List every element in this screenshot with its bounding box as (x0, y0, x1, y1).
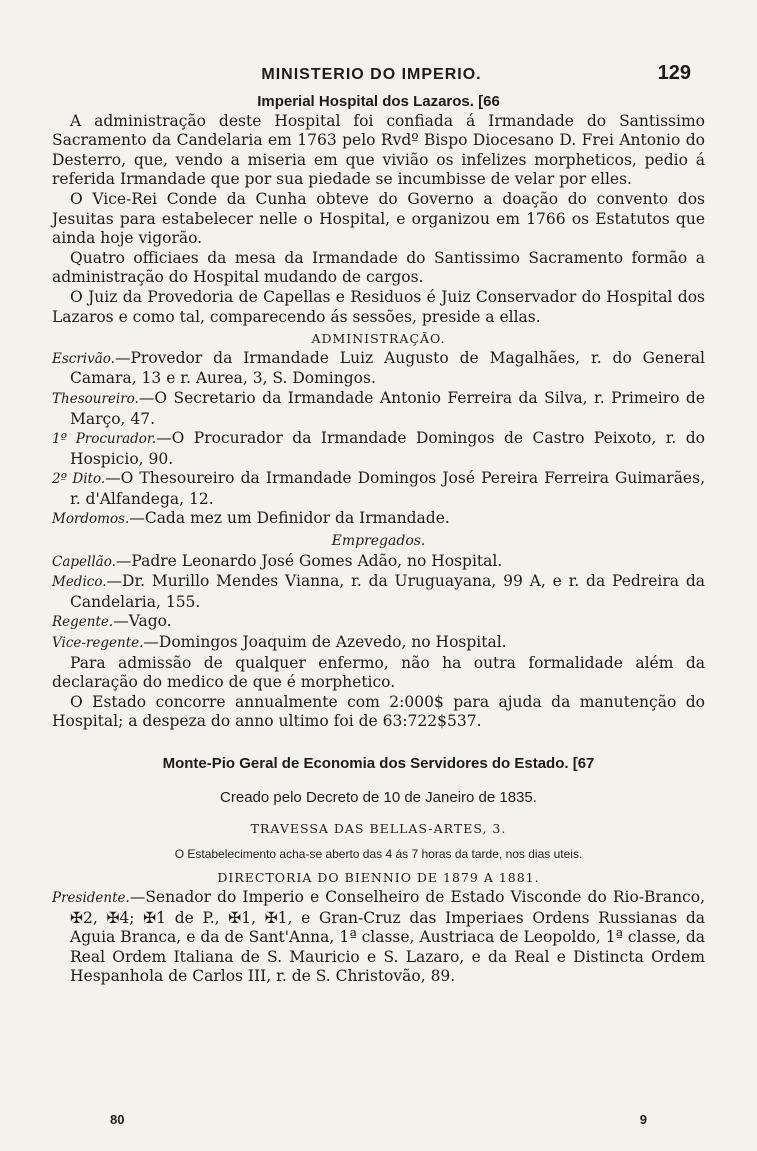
entry-text: —Cada mez um Definidor da Irmandade. (129, 509, 450, 528)
footer-signature-left: 80 (110, 1112, 125, 1127)
opening-hours: O Estabelecimento acha-se aberto das 4 ás 7 horas da tarde, nos dias uteis. (174, 846, 583, 861)
hospital-paragraph: O Juiz da Provedoria de Capellas e Residuos é Juiz Conservador do Hospital dos Lazaros e como tal, comparecendo ás sessões, preside a ellas. (52, 287, 705, 326)
hospital-paragraph: O Vice-Rei Conde da Cunha obteve do Governo a doação do convento dos Jesuitas para estabelecer nelle o Hospital, e organizou em 1766 os Estatutos que ainda hoje vigorão. (52, 189, 705, 248)
employee-entry (52, 552, 705, 573)
hospital-paragraph: A administração deste Hospital foi confiada á Irmandade do Santissimo Sacramento da Candelaria em 1763 pelo Rvdº Bispo Diocesano D. Frei Antonio do Desterro, que, vendo a miseria em que vivião os infelizes morpheticos, pedio á referida Irmandade que por sua piedade se incumbisse de velar por elles. (52, 111, 705, 189)
footer-signature-right: 9 (639, 1112, 647, 1127)
admin-entry (52, 389, 705, 429)
entry-text: —O Thesoureiro da Irmandade Domingos José Pereira Ferreira Guimarães, r. d'Alfandega, 12. (70, 469, 705, 508)
hospital-heading-title: Imperial Hospital dos Lazaros. (257, 93, 474, 110)
entry-role: Thesoureiro. (52, 390, 139, 407)
entry-text: —Senador do Imperio e Conselheiro de Estado Visconde do Rio-Branco, ✠2, ✠4; ✠1 de P., ✠1, ✠1, e Gran-Cruz das Imperiaes Ordens Russianas da Aguia Branca, e da de Sant'Anna, 1ª classe, Austriaca de Leopoldo, 1ª classe, da Real Ordem Italiana de S. Mauricio e S. Lazaro, e da Real e Distincta Ordem Hespanhola de Carlos III, r. de S. Christovão, 89. (70, 887, 705, 986)
hospital-heading-ref: [66 (478, 93, 500, 110)
montepio-heading-ref: [67 (572, 755, 595, 772)
admin-entry (52, 349, 705, 389)
closing-paragraph: O Estado concorre annualmente com 2:000$ para ajuda da manutenção do Hospital; a despeza do anno ultimo foi de 63:722$537. (52, 692, 705, 731)
entry-role: 2º Dito. (52, 471, 106, 488)
entry-text: —Vago. (113, 612, 172, 631)
entry-role: Presidente. (52, 889, 130, 906)
employee-entry (52, 572, 705, 612)
running-head (52, 62, 691, 90)
montepio-heading (52, 754, 705, 774)
employee-entry (52, 612, 705, 633)
administration-heading: ADMINISTRAÇÃO. (311, 331, 446, 347)
entry-text: —O Secretario da Irmandade Antonio Ferreira da Silva, r. Primeiro de Março, 47. (70, 388, 705, 428)
closing-paragraph: Para admissão de qualquer enfermo, não ha outra formalidade além da declaração do medico de que é morphetico. (52, 653, 705, 692)
hospital-heading (52, 92, 705, 112)
employees-heading: Empregados. (331, 533, 426, 550)
entry-text: —Domingos Joaquim de Azevedo, no Hospital. (143, 633, 507, 652)
entry-role: 1º Procurador. (52, 431, 157, 448)
president-entry (52, 888, 705, 987)
entry-text: —Dr. Murillo Mendes Vianna, r. da Uruguayana, 99 A, e r. da Pedreira da Candelaria, 155. (70, 572, 705, 611)
entry-role: Mordomos. (52, 511, 130, 528)
entry-role: Vice-regente. (52, 635, 144, 652)
running-title: MINISTERIO DO IMPERIO. (261, 66, 482, 83)
hospital-paragraph: Quatro officiaes da mesa da Irmandade do Santissimo Sacramento formão a administração do Hospital mudando de cargos. (52, 248, 705, 287)
address-line: TRAVESSA DAS BELLAS-ARTES, 3. (250, 821, 507, 837)
decree-line: Creado pelo Decreto de 10 de Janeiro de 1835. (220, 788, 537, 806)
entry-role: Regente. (52, 614, 114, 631)
admin-entry (52, 469, 705, 509)
entry-role: Medico. (52, 574, 107, 591)
entry-text: —Provedor da Irmandade Luiz Augusto de Magalhães, r. do General Camara, 13 e r. Aurea, 3, S. Domingos. (70, 348, 705, 388)
employee-entry (52, 633, 705, 654)
entry-text: —Padre Leonardo José Gomes Adão, no Hospital. (115, 551, 503, 570)
entry-text: —O Procurador da Irmandade Domingos de Castro Peixoto, r. do Hospicio, 90. (70, 429, 705, 468)
admin-entry (52, 509, 705, 530)
body-text (52, 92, 705, 987)
admin-entry (52, 429, 705, 469)
entry-role: Escrivão. (52, 350, 115, 367)
entry-role: Capellão. (52, 553, 116, 570)
page-number: 129 (657, 62, 691, 84)
montepio-heading-title: Monte-Pio Geral de Economia dos Servidores do Estado. (162, 755, 569, 772)
directoria-heading: DIRECTORIA DO BIENNIO DE 1879 A 1881. (217, 870, 540, 886)
